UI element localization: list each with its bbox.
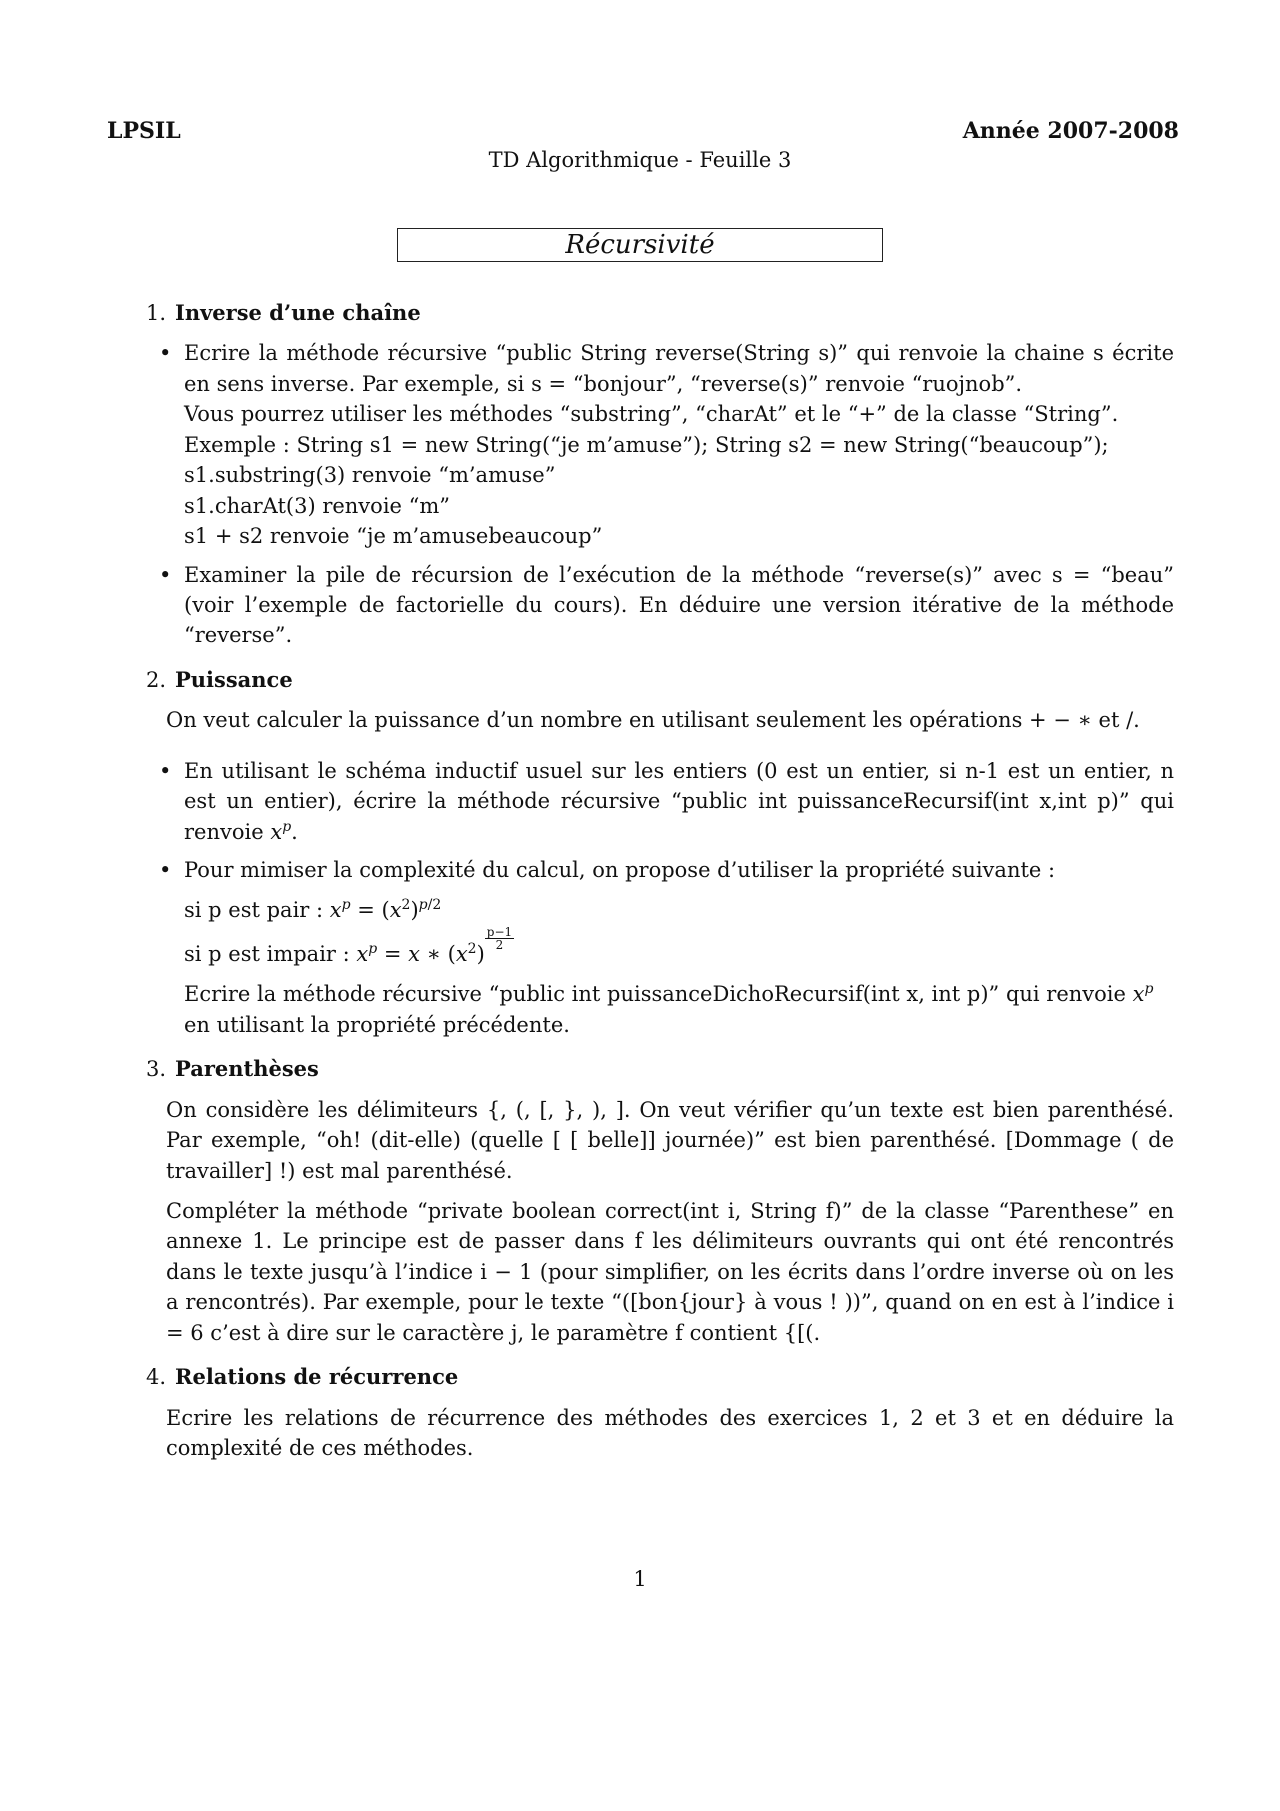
bullet-icon: •: [159, 858, 172, 882]
list-item: • Ecrire la méthode récursive “public String reverse(String s)” qui renvoie la chaine s écrite en sens inverse. Par exemple, si s = “bonjour”, “reverse(s)” renvoie “ruojnob”. Vous pourrez utiliser les méthodes “substring”, “charAt” et le “+” de la classe “String”. Exemple : String s1 = new String(“je m’amuse”); String s2 = new String(“beaucoup”); s1.substring(3) renvoie “m’amuse” s1.charAt(3) renvoie “m” s1 + s2 renvoie “je m’amusebeaucoup”: [184, 338, 1174, 551]
list-item: • Pour mimiser la complexité du calcul, on propose d’utiliser la propriété suivante : si p est pair : $x^p = (x^2)^{p/2}$ si p est impair : $x^p = x$ ∗ $(x^2)$ $\frac{p-1}{2}$ Ecrire la méthode récursive “public int puissanceDichoRecursif(int x, int p)” qui renvoie $x^p$ en utilisant la propriété précédente.: [184, 855, 1174, 1040]
bullet-icon: •: [159, 562, 172, 587]
section-intro: On veut calculer la puissance d’un nombre en utilisant seulement les opérations + − ∗ et /.: [166, 708, 1140, 733]
section-number: 1.: [145, 301, 166, 325]
formula-pair: si p est pair : $x^p = (x^2)^{p/2}$: [184, 897, 442, 923]
section-heading: Parenthèses: [175, 1056, 319, 1082]
paragraph: Compléter la méthode “private boolean correct(int i, String f)” de la classe “Parenthese” en annexe 1. Le principe est de passer dans f les délimiteurs ouvrants qui ont été rencontrés dans le texte jusqu’à l’indice i − 1 (pour simplifier, on les écrits dans l’ordre inverse où on les a rencontrés). Par exemple, pour le texte “([bon{jour} à vous ! ))”, quand on en est à l’indice i = 6 c’est à dire sur le caractère j, le paramètre f contient {[(.: [166, 1198, 1174, 1345]
exercise-list: [134, 298, 1174, 1477]
section-heading: Puissance: [175, 666, 293, 692]
paragraph: On considère les délimiteurs {, (, [, }, ), ]. On veut vérifier qu’un texte est bien parenthésé. Par exemple, “oh! (dit-elle) (quelle [ [ belle]] journée)” est bien parenthésé. [Dommage ( de travailler] !) est mal parenthésé.: [166, 1097, 1174, 1183]
paragraph: Ecrire les relations de récurrence des méthodes des exercices 1, 2 et 3 et en déduire la complexité de ces méthodes.: [166, 1405, 1174, 1460]
section-4: [134, 1362, 1174, 1463]
header-year: Année 2007-2008: [962, 118, 1179, 144]
bullet-icon: •: [159, 341, 172, 366]
header-course: LPSIL: [107, 118, 181, 144]
list-item: • En utilisant le schéma inductif usuel sur les entiers (0 est un entier, si n-1 est un entier, n est un entier), écrire la méthode récursive “public int puissanceRecursif(int x,int p)” qui renvoie $x^p$.: [184, 756, 1174, 847]
page-title: Récursivité: [397, 228, 883, 262]
bullet-icon: •: [159, 758, 172, 783]
section-number: 3.: [145, 1057, 166, 1082]
section-2: [134, 665, 1174, 1040]
section-1: [134, 298, 1174, 651]
section-3: [134, 1054, 1174, 1348]
section-number: 2.: [145, 667, 166, 692]
page-number: 1: [633, 1567, 647, 1591]
section-heading: Inverse d’une chaîne: [175, 300, 421, 325]
section-number: 4.: [145, 1365, 166, 1390]
section-heading: Relations de récurrence: [175, 1364, 459, 1390]
list-item: • Examiner la pile de récursion de l’exécution de la méthode “reverse(s)” avec s = “beau” (voir l’exemple de factorielle du cours). En déduire une version itérative de la méthode “reverse”.: [184, 560, 1174, 651]
formula-impair: si p est impair : $x^p = x$ ∗ $(x^2)$ $\frac{p-1}{2}$: [184, 924, 513, 966]
exponent-fraction: $\frac{p-1}{2}$: [486, 924, 513, 952]
header-subtitle: TD Algorithmique - Feuille 3: [488, 148, 792, 172]
